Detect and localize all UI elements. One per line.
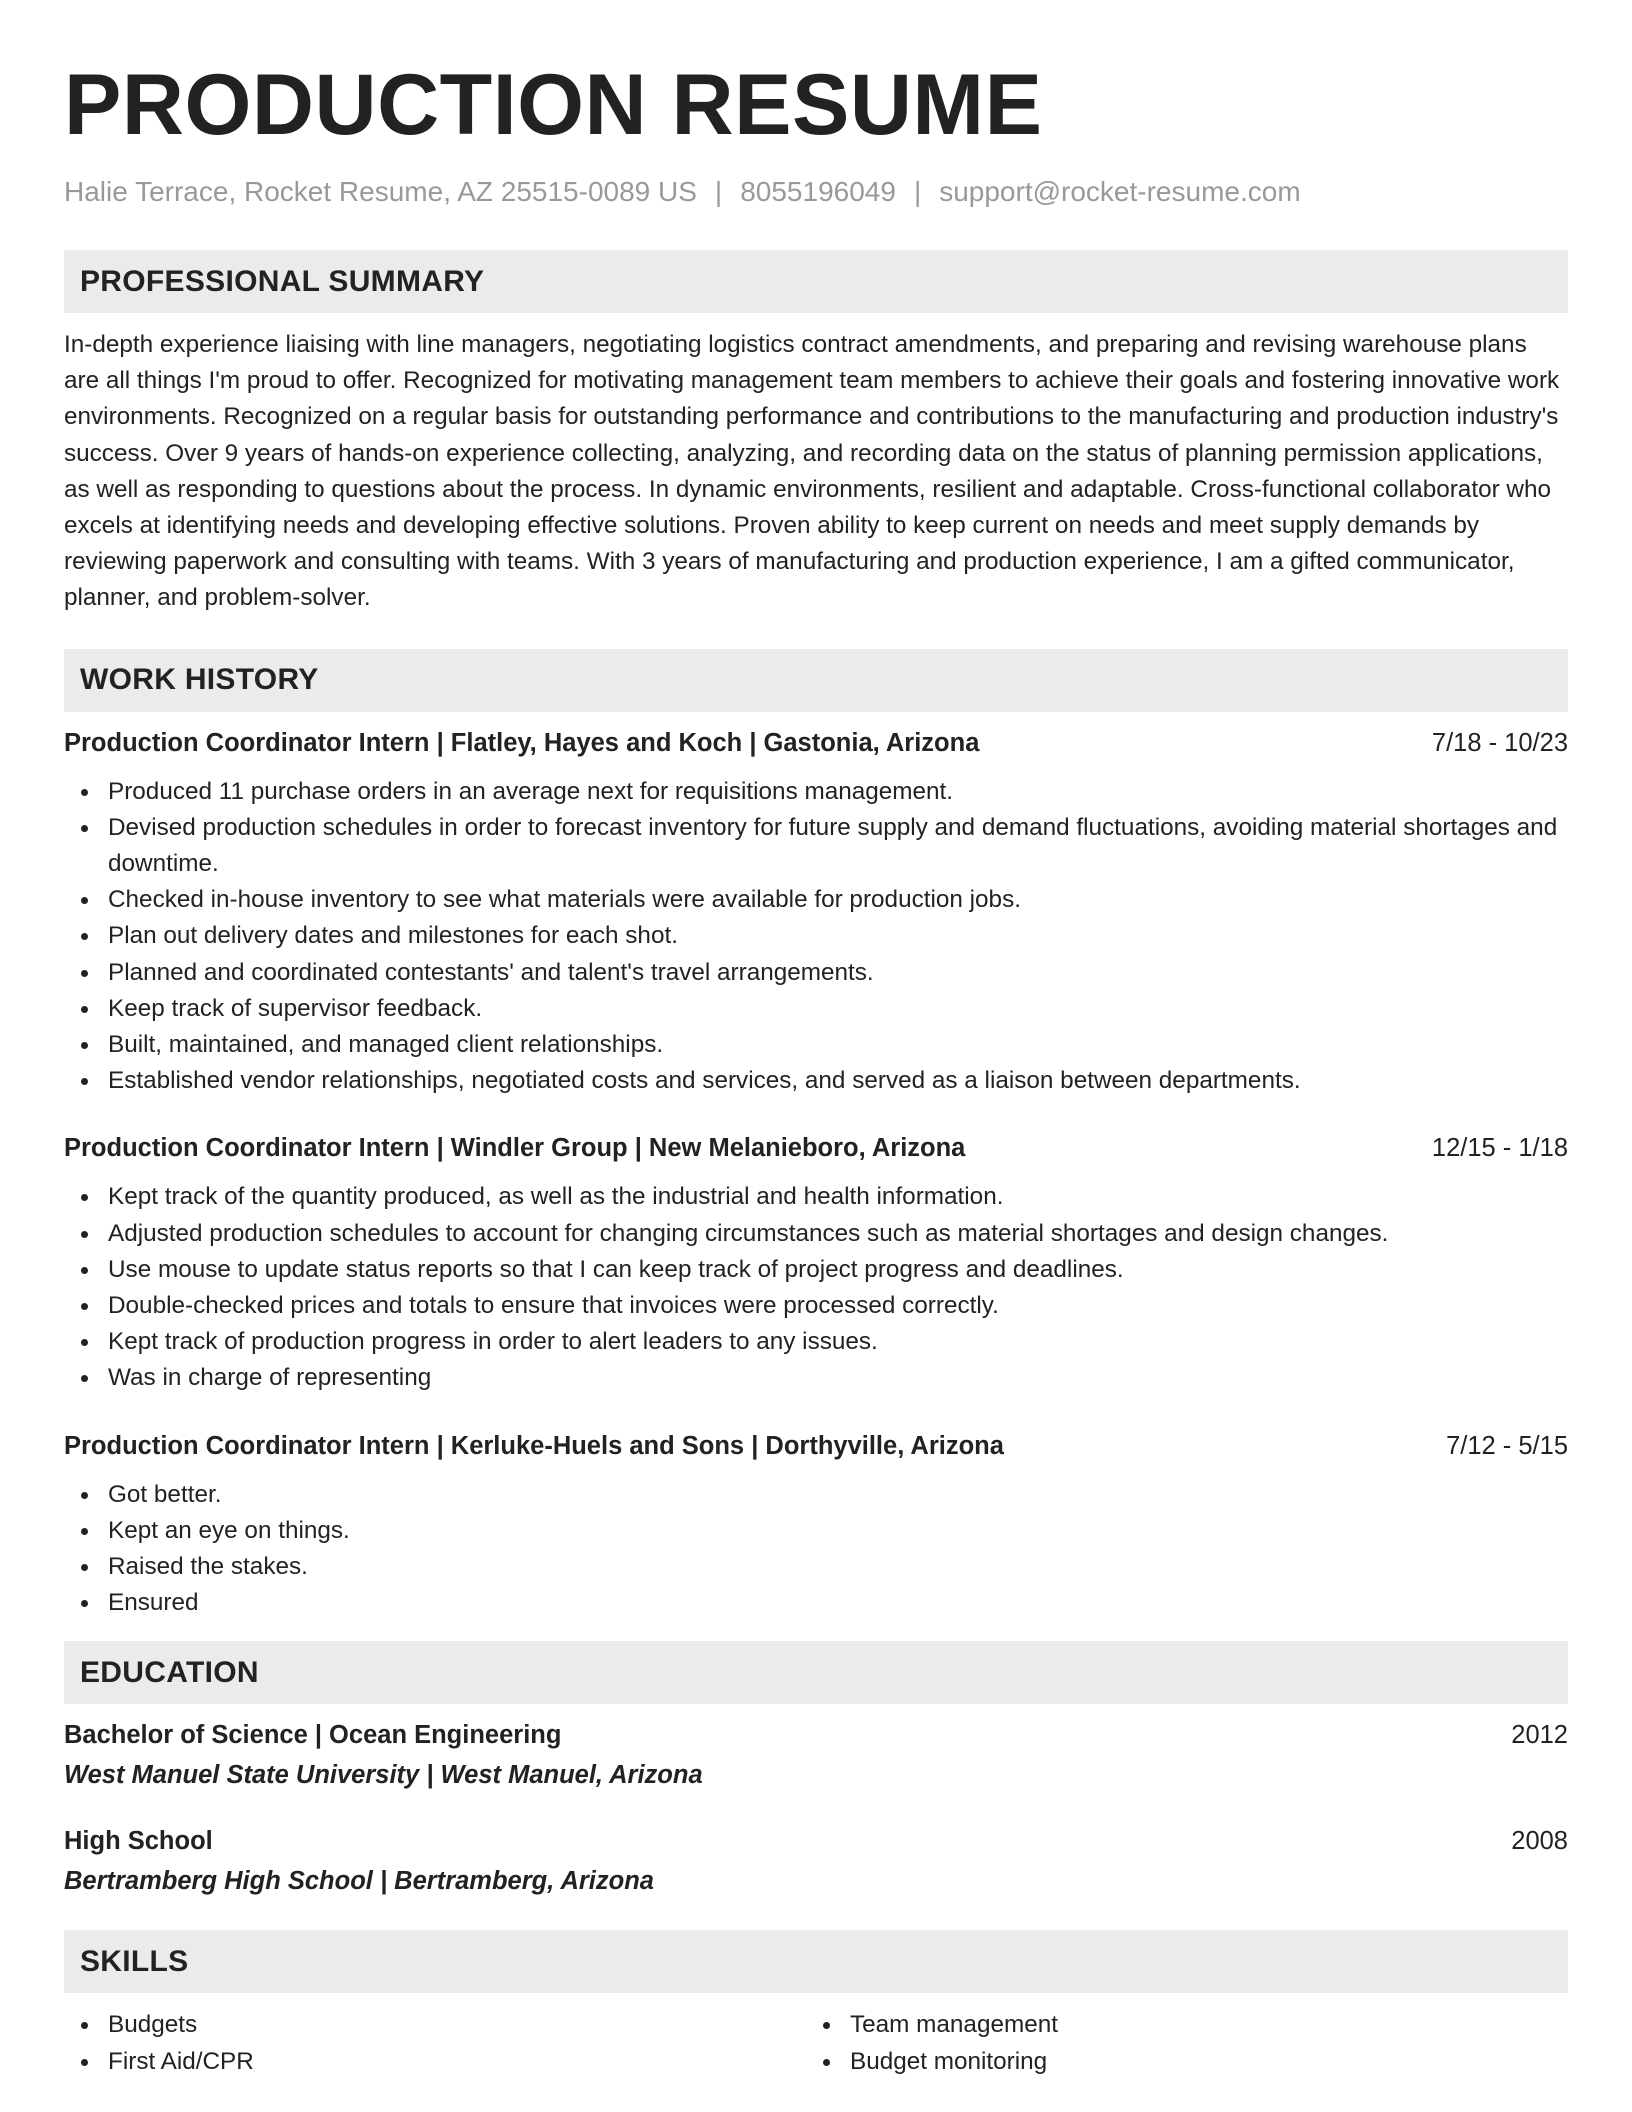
- job-bullet: Built, maintained, and managed client relationships.: [64, 1027, 1568, 1063]
- job-dates: 12/15 - 1/18: [1431, 1134, 1568, 1163]
- contact-line: [64, 174, 1568, 210]
- job-title: Production Coordinator Intern | Windler Group | New Melanieboro, Arizona: [64, 1134, 966, 1163]
- skills-heading: SKILLS: [64, 1930, 1568, 1993]
- contact-email: support@rocket-resume.com: [939, 176, 1301, 207]
- skill-item: First Aid/CPR: [64, 2044, 806, 2080]
- job-dates: 7/18 - 10/23: [1431, 728, 1568, 757]
- job-bullets: [64, 1477, 1568, 1622]
- skills-column-right: [806, 2007, 1548, 2079]
- skills-list: [64, 2007, 1568, 2079]
- job-bullet: Devised production schedules in order to forecast inventory for future supply and demand fluctuations, avoiding material shortages and downtime.: [64, 810, 1568, 882]
- job-bullet: Got better.: [64, 1477, 1568, 1513]
- job-bullet: Kept track of production progress in order to alert leaders to any issues.: [64, 1324, 1568, 1360]
- job-bullet: Kept an eye on things.: [64, 1513, 1568, 1549]
- education-header: [64, 1824, 1568, 1858]
- education-degree: High School: [64, 1827, 213, 1856]
- contact-address: Halie Terrace, Rocket Resume, AZ 25515-0089 US: [64, 176, 697, 207]
- job-header: [64, 726, 1568, 760]
- education-year: 2012: [1511, 1721, 1568, 1750]
- job-bullet: Was in charge of representing: [64, 1360, 1568, 1396]
- skill-item: Team management: [806, 2007, 1548, 2043]
- job-bullet: Checked in-house inventory to see what materials were available for production jobs.: [64, 882, 1568, 918]
- education-entry: [64, 1718, 1568, 1792]
- job-entry: [64, 1429, 1568, 1622]
- job-bullets: [64, 1179, 1568, 1396]
- contact-separator: |: [714, 176, 723, 207]
- education-school: Bertramberg High School | Bertramberg, Arizona: [64, 1867, 654, 1896]
- job-entry: [64, 726, 1568, 1100]
- skill-item: Budget monitoring: [806, 2044, 1548, 2080]
- job-bullet: Plan out delivery dates and milestones for each shot.: [64, 918, 1568, 954]
- contact-separator: |: [913, 176, 922, 207]
- education-school: West Manuel State University | West Manuel, Arizona: [64, 1761, 703, 1790]
- job-dates: 7/12 - 5/15: [1446, 1431, 1568, 1460]
- job-bullet: Produced 11 purchase orders in an average next for requisitions management.: [64, 774, 1568, 810]
- summary-text: In-depth experience liaising with line managers, negotiating logistics contract amendments, and preparing and revising warehouse plans are all things I'm proud to offer. Recognized for motivating management team members to achieve their goals and fostering innovative work environments. Recognized on a regular basis for outstanding performance and contributions to the manufacturing and production industry's success. Over 9 years of hands-on experience collecting, analyzing, and recording data on the status of planning permission applications, as well as responding to questions about the process. In dynamic environments, resilient and adaptable. Cross-functional collaborator who excels at identifying needs and developing effective solutions. Proven ability to keep current on needs and meet supply demands by reviewing paperwork and consulting with teams. With 3 years of manufacturing and production experience, I am a gifted communicator, planner, and problem-solver.: [64, 331, 1560, 612]
- summary-heading: PROFESSIONAL SUMMARY: [64, 250, 1568, 313]
- job-header: [64, 1131, 1568, 1165]
- job-bullets: [64, 774, 1568, 1100]
- contact-phone: 8055196049: [740, 176, 896, 207]
- job-title: Production Coordinator Intern | Kerluke-Huels and Sons | Dorthyville, Arizona: [64, 1431, 1004, 1460]
- education-heading: EDUCATION: [64, 1641, 1568, 1704]
- job-title: Production Coordinator Intern | Flatley, Hayes and Koch | Gastonia, Arizona: [64, 728, 980, 757]
- education-entry: [64, 1824, 1568, 1898]
- job-entry: [64, 1131, 1568, 1396]
- job-bullet: Adjusted production schedules to account for changing circumstances such as material shortages and design changes.: [64, 1216, 1568, 1252]
- education-header: [64, 1718, 1568, 1752]
- job-bullet: Kept track of the quantity produced, as well as the industrial and health information.: [64, 1179, 1568, 1215]
- job-bullet: Double-checked prices and totals to ensure that invoices were processed correctly.: [64, 1288, 1568, 1324]
- job-bullet: Ensured: [64, 1585, 1568, 1621]
- job-bullet: Planned and coordinated contestants' and talent's travel arrangements.: [64, 955, 1568, 991]
- resume-title: PRODUCTION RESUME: [64, 57, 1043, 153]
- job-bullet: Keep track of supervisor feedback.: [64, 991, 1568, 1027]
- job-bullet: Established vendor relationships, negotiated costs and services, and served as a liaison between departments.: [64, 1063, 1568, 1099]
- job-bullet: Use mouse to update status reports so that I can keep track of project progress and deadlines.: [64, 1252, 1568, 1288]
- job-bullet: Raised the stakes.: [64, 1549, 1568, 1585]
- skill-item: Budgets: [64, 2007, 806, 2043]
- job-header: [64, 1429, 1568, 1463]
- skills-column-left: [64, 2007, 806, 2079]
- work-history-heading: WORK HISTORY: [64, 649, 1568, 712]
- education-year: 2008: [1511, 1827, 1568, 1856]
- education-degree: Bachelor of Science | Ocean Engineering: [64, 1721, 562, 1750]
